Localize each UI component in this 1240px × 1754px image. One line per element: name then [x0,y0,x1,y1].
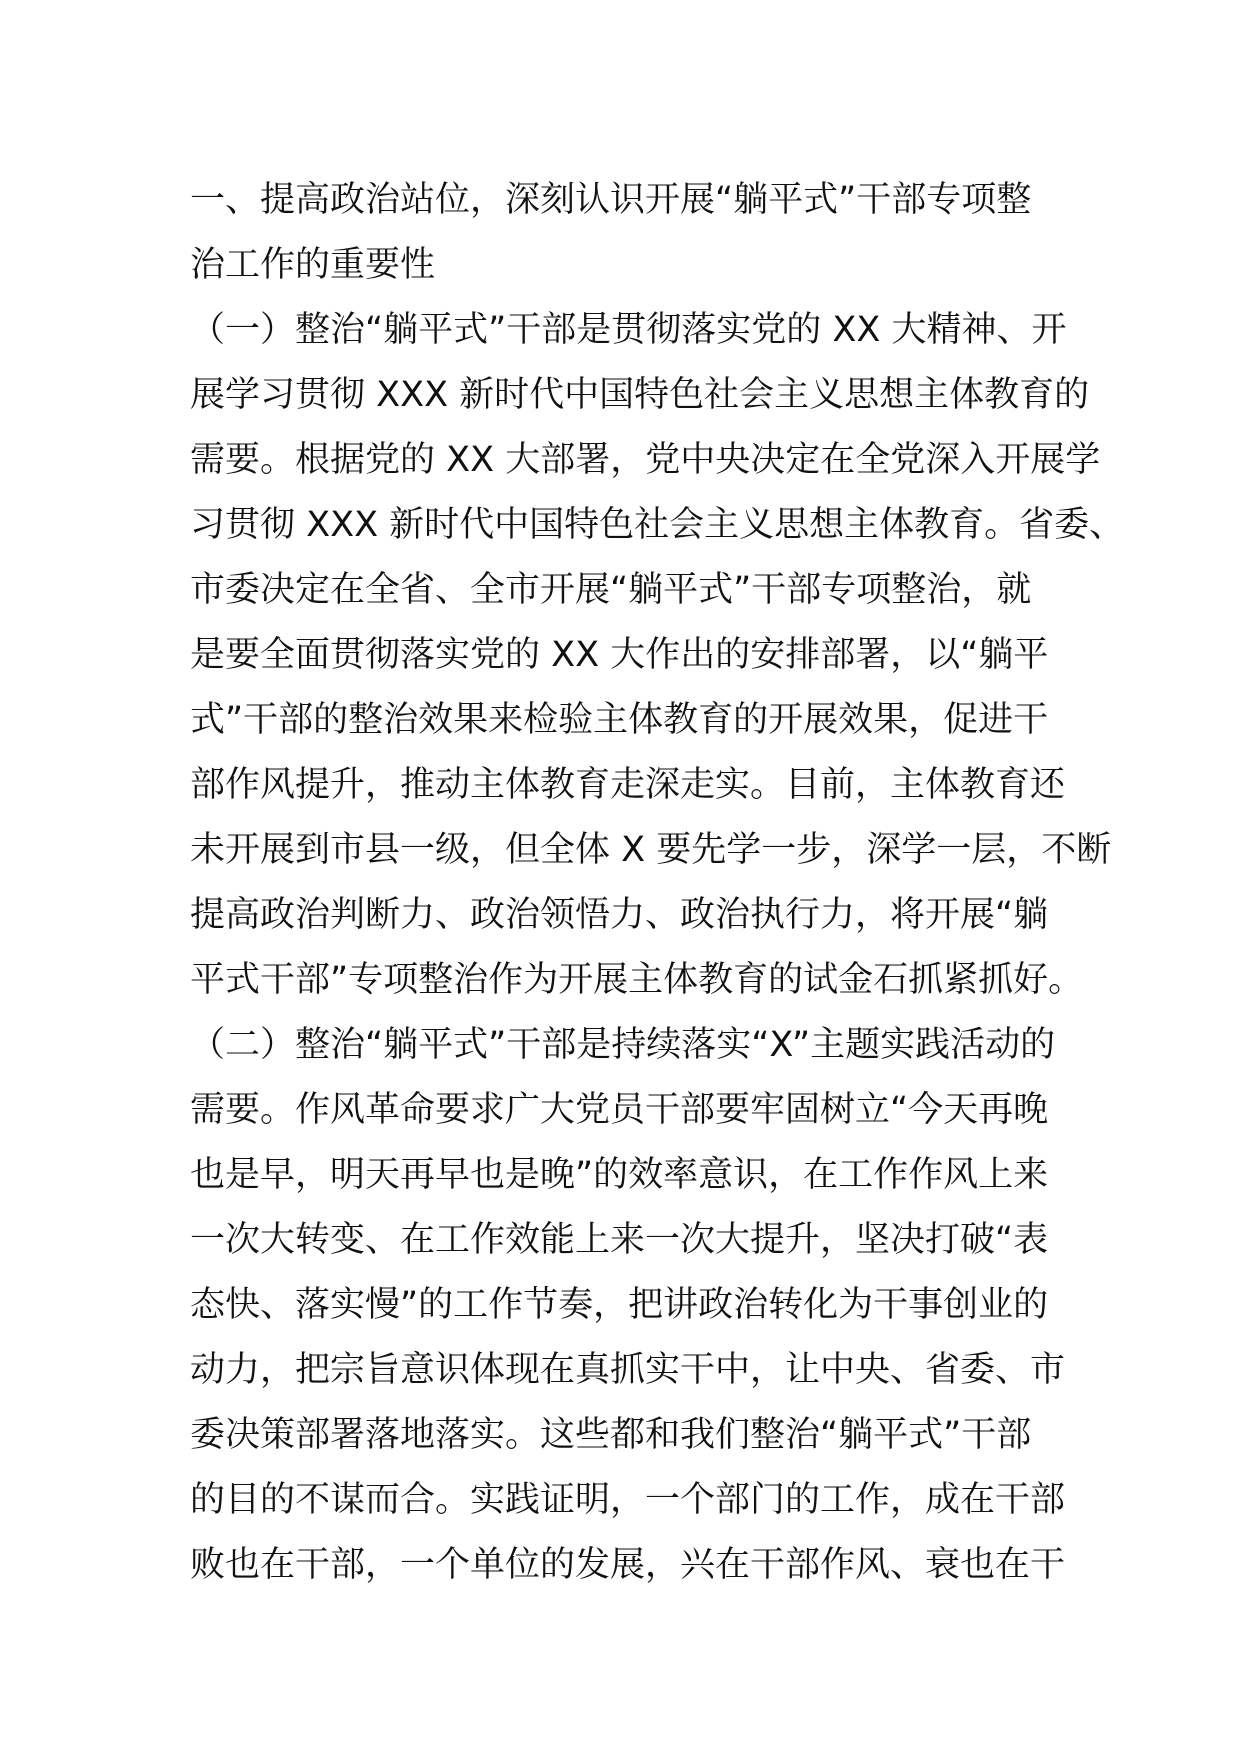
paragraph-line: 的目的不谋而合。实践证明，一个部门的工作，成在干部 [190,1480,1066,1520]
paragraph-line: 也是早，明天再早也是晚”的效率意识，在工作作风上来 [190,1155,1049,1195]
paragraph-line: 未开展到市县一级，但全体 X 要先学一步，深学一层，不断 [190,830,1112,870]
paragraph-line: 是要全面贯彻落实党的 XX 大作出的安排部署，以“躺平 [190,635,1049,675]
paragraph-line: 需要。作风革命要求广大党员干部要牢固树立“今天再晚 [190,1090,1049,1130]
section-heading-line-1: 一、提高政治站位，深刻认识开展“躺平式”干部专项整 [190,180,1032,220]
paragraph-line: 需要。根据党的 XX 大部署，党中央决定在全党深入开展学 [190,440,1101,480]
paragraph-line: 式”干部的整治效果来检验主体教育的开展效果，促进干 [190,700,1049,740]
paragraph-line: 展学习贯彻 XXX 新时代中国特色社会主义思想主体教育的 [190,375,1090,415]
section-heading-line-2: 治工作的重要性 [190,245,436,285]
paragraph-line: 部作风提升，推动主体教育走深走实。目前，主体教育还 [190,765,1066,805]
paragraph-line: 委决策部署落地落实。这些都和我们整治“躺平式”干部 [190,1415,1032,1455]
paragraph-line: 一次大转变、在工作效能上来一次大提升，坚决打破“表 [190,1220,1049,1260]
paragraph-line: 市委决定在全省、全市开展“躺平式”干部专项整治，就 [190,570,1032,610]
paragraph-line: 动力，把宗旨意识体现在真抓实干中，让中央、省委、市 [190,1350,1066,1390]
paragraph-line: 态快、落实慢”的工作节奏，把讲政治转化为干事创业的 [190,1285,1049,1325]
document-body [190,168,1125,1598]
paragraph-line: 平式干部”专项整治作为开展主体教育的试金石抓紧抓好。 [190,960,1084,1000]
paragraph-line: （二）整治“躺平式”干部是持续落实“X”主题实践活动的 [190,1025,1056,1065]
paragraph-line: 习贯彻 XXX 新时代中国特色社会主义思想主体教育。省委、 [190,505,1125,545]
paragraph-line: 提高政治判断力、政治领悟力、政治执行力，将开展“躺 [190,895,1049,935]
paragraph-line: 败也在干部，一个单位的发展，兴在干部作风、衰也在干 [190,1545,1066,1585]
paragraph-line: （一）整治“躺平式”干部是贯彻落实党的 XX 大精神、开 [190,310,1067,350]
